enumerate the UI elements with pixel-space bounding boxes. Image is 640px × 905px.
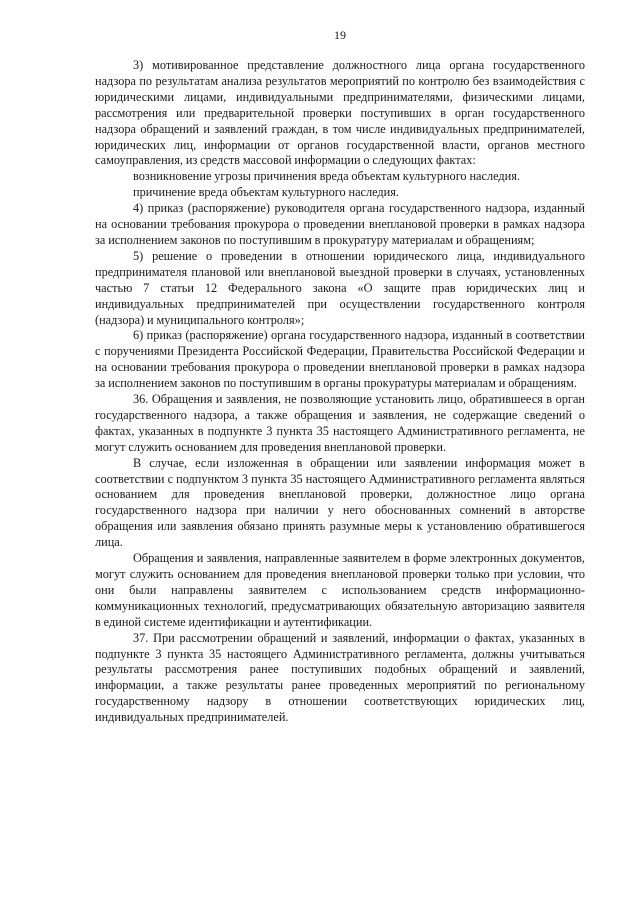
document-page bbox=[95, 28, 585, 726]
page-number: 19 bbox=[334, 28, 346, 42]
paragraph-item-5: 5) решение о проведении в отношении юридического лица, индивидуального предпринимателя плановой или внеплановой выездной проверки в случаях, установленных частью 7 статьи 12 Федерального закона «О защите прав юридических лиц и индивидуальных предпринимателей при осуществлении государственного контроля (надзора) и муниципального контроля»; bbox=[95, 248, 585, 327]
paragraph-item-3: 3) мотивированное представление должностного лица органа государственного надзора по результатам анализа результатов мероприятий по контролю без взаимодействия с юридическими лицами, индивидуальными предпринимателями, физическими лицами, рассмотрения или предварительной проверки поступивших в орган государственного надзора обращений и заявлений граждан, в том числе индивидуальных предпринимателей, юридических лиц, информации от органов государственной власти, органов местного самоуправления, из средств массовой информации о следующих фактах: bbox=[95, 58, 585, 168]
paragraph-harm-caused: причинение вреда объектам культурного наследия. bbox=[133, 185, 399, 200]
paragraph-section-36-case: В случае, если изложенная в обращении или заявлении информация может в соответствии с подпунктом 3 пункта 35 настоящего Административного регламента являться основанием для проведения внеплановой проверки, должностное лицо органа государственного надзора при наличии у него обоснованных сомнений в авторстве обращения или заявления обязано принять разумные меры к установлению обратившегося лица. bbox=[95, 455, 585, 550]
paragraph-section-36: 36. Обращения и заявления, не позволяющие установить лицо, обратившееся в орган государственного надзора, а также обращения и заявления, не содержащие сведений о фактах, указанных в подпункте 3 пункта 35 настоящего Административного регламента, не могут служить основанием для проведения внеплановой проверки. bbox=[95, 392, 585, 454]
paragraph-threat-of-harm: возникновение угрозы причинения вреда объектам культурного наследия. bbox=[133, 169, 520, 184]
paragraph-item-6: 6) приказ (распоряжение) органа государственного надзора, изданный в соответствии с поручениями Президента Российской Федерации, Правительства Российской Федерации и на основании требования прокурора о проведении внеплановой проверки в рамках надзора за исполнением законов по поступившим в органы прокуратуры материалам и обращениям. bbox=[95, 328, 585, 391]
paragraph-section-37: 37. При рассмотрении обращений и заявлений, информации о фактах, указанных в подпункте 3 пункта 35 настоящего Административного регламента, должны учитываться результаты рассмотрения ранее поступивших подобных обращений и заявлений, информации, а также результаты ранее проведенных мероприятий по региональному государственному надзору в отношении соответствующих юридических лиц, индивидуальных предпринимателей. bbox=[95, 630, 585, 725]
paragraph-electronic-documents: Обращения и заявления, направленные заявителем в форме электронных документов, могут служить основанием для проведения внеплановой проверки только при условии, что они были направлены заявителем с использованием средств информационно-коммуникационных технологий, предусматривающих обязательную авторизацию заявителя в единой системе идентификации и аутентификации. bbox=[95, 551, 585, 629]
paragraph-item-4: 4) приказ (распоряжение) руководителя органа государственного надзора, изданный на основании требования прокурора о проведении внеплановой проверки в рамках надзора за исполнением законов по поступившим в прокуратуру материалам и обращениям; bbox=[95, 201, 585, 247]
